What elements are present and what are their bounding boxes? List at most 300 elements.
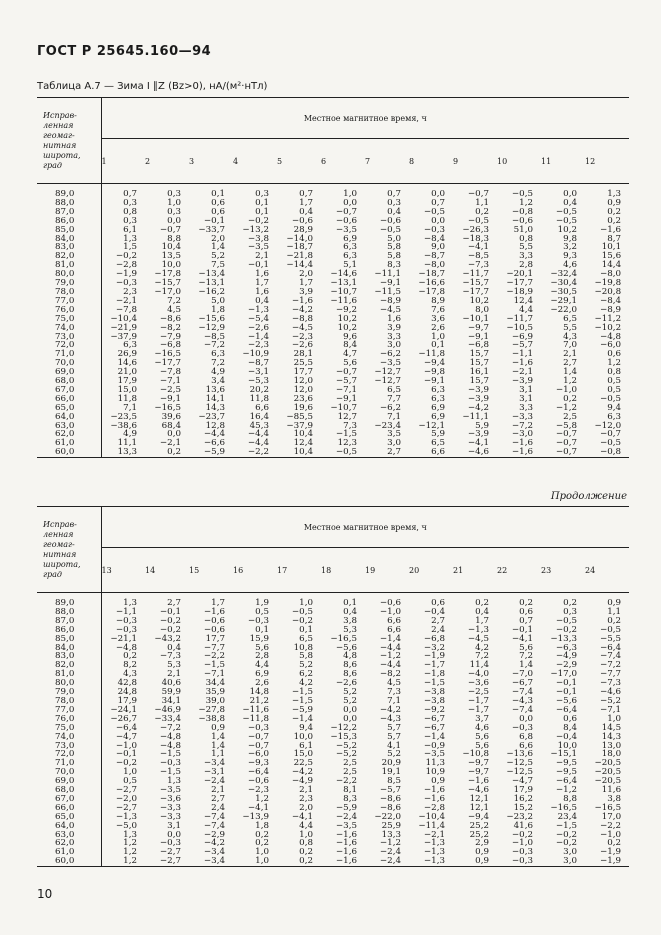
value-cell: −11,7 <box>462 269 489 280</box>
value-cell: −18,3 <box>462 233 489 244</box>
value-cell: 5,2 <box>299 660 313 671</box>
value-cell: 8,3 <box>387 260 401 271</box>
value-cell: 0,1 <box>299 624 313 635</box>
value-cell: −12,5 <box>506 758 533 769</box>
value-cell: 3,8 <box>607 793 622 804</box>
value-cell: −1,9 <box>115 269 137 280</box>
value-cell: −1,5 <box>159 767 181 778</box>
value-cell: 0,6 <box>607 349 622 360</box>
value-cell: 3,9 <box>387 322 401 333</box>
value-cell: 0,2 <box>519 598 533 608</box>
value-cell: −0,5 <box>335 447 357 458</box>
value-cell: −8,5 <box>203 331 225 342</box>
value-cell: 34,4 <box>205 678 225 689</box>
value-cell: 1,0 <box>431 331 445 342</box>
value-cell: 4,8 <box>343 651 357 662</box>
value-cell: 1,2 <box>255 793 269 804</box>
latitude-cell: 70,0 <box>37 768 101 777</box>
value-cell: −8,2 <box>379 669 401 680</box>
value-cell: 28,1 <box>293 349 313 360</box>
value-cell: 10,4 <box>293 429 313 440</box>
latitude-cell: 74,0 <box>37 324 101 333</box>
value-cell: −1,2 <box>379 838 401 849</box>
value-cell: −0,3 <box>423 224 445 235</box>
value-cell: −2,7 <box>159 856 181 867</box>
value-cell: 6,9 <box>255 669 269 680</box>
latitude-cell: 61,0 <box>37 848 101 857</box>
value-cell: −11,6 <box>330 295 357 306</box>
value-cell: −11,4 <box>418 820 445 831</box>
value-cell: −15,6 <box>198 313 225 324</box>
value-cell: 8,3 <box>343 793 357 804</box>
table-row <box>37 593 629 608</box>
value-cell: 13,3 <box>381 829 401 840</box>
value-cell: −3,3 <box>159 802 181 813</box>
latitude-cell: 77,0 <box>37 297 101 306</box>
value-cell: 8,6 <box>343 669 357 680</box>
value-cell: −1,1 <box>511 349 533 360</box>
value-cell: −3,9 <box>511 376 533 387</box>
value-cell: 3,8 <box>343 615 357 626</box>
latitude-cell: 89,0 <box>37 593 101 608</box>
value-cell: 8,0 <box>475 304 489 315</box>
value-cell: −5,0 <box>115 820 137 831</box>
value-cell: −4,7 <box>115 731 137 742</box>
value-cell: 8,1 <box>343 785 357 796</box>
value-cell: 6,3 <box>211 349 225 360</box>
value-cell: −33,4 <box>154 713 181 724</box>
latitude-cell: 75,0 <box>37 724 101 733</box>
value-cell: 6,2 <box>299 669 313 680</box>
value-cell: 3,5 <box>387 429 401 440</box>
value-cell: −2,5 <box>159 384 181 395</box>
value-cell: 0,6 <box>431 598 445 608</box>
value-cell: −0,7 <box>335 367 357 378</box>
value-cell: −17,7 <box>154 358 181 369</box>
value-cell: −0,6 <box>247 776 269 787</box>
value-cell: −6,2 <box>379 402 401 413</box>
value-cell: −3,5 <box>379 358 401 369</box>
value-cell: 0,7 <box>431 197 445 208</box>
value-cell: −1,5 <box>203 660 225 671</box>
value-cell: −7,3 <box>467 260 489 271</box>
value-cell: −2,4 <box>335 811 357 822</box>
value-cell: −6,7 <box>423 722 445 733</box>
value-cell: −12,1 <box>418 420 445 431</box>
value-cell: −12,7 <box>374 376 401 387</box>
value-cell: 17,7 <box>293 367 313 378</box>
hour-header: 19 <box>365 548 409 593</box>
value-cell: −4,2 <box>467 402 489 413</box>
value-cell: −2,2 <box>203 651 225 662</box>
value-cell: −2,2 <box>599 820 622 831</box>
value-cell: −2,3 <box>247 785 269 796</box>
value-cell: −11,8 <box>418 349 445 360</box>
value-cell: −4,2 <box>203 838 225 849</box>
value-cell: −13,1 <box>330 278 357 289</box>
value-cell: −0,6 <box>379 215 401 226</box>
value-cell: −0,1 <box>511 624 533 635</box>
value-cell: −8,4 <box>599 295 622 306</box>
value-cell: −4,1 <box>291 811 313 822</box>
value-cell: −7,3 <box>599 678 622 689</box>
value-cell: 10,0 <box>557 740 577 751</box>
value-cell: −0,1 <box>555 678 577 689</box>
value-cell: 7,1 <box>387 695 401 706</box>
value-cell: −10,5 <box>506 322 533 333</box>
value-cell: 4,9 <box>123 429 137 440</box>
value-cell: −0,3 <box>115 278 137 289</box>
value-cell: 1,7 <box>475 615 489 626</box>
value-cell: −21,1 <box>110 633 137 644</box>
latitude-cell: 84,0 <box>37 235 101 244</box>
value-cell: −13,2 <box>242 224 269 235</box>
value-cell: −27,8 <box>198 704 225 715</box>
value-cell: 0,1 <box>343 598 357 608</box>
value-cell: 0,2 <box>167 447 181 458</box>
value-cell: −0,2 <box>247 215 269 226</box>
value-cell: −0,6 <box>203 624 225 635</box>
value-cell: −0,7 <box>247 731 269 742</box>
value-cell: 0,0 <box>519 713 533 724</box>
value-cell: −10,9 <box>242 349 269 360</box>
value-cell: 8,8 <box>167 233 181 244</box>
value-cell: −2,0 <box>115 793 137 804</box>
value-cell: −1,4 <box>379 633 401 644</box>
value-cell: −0,3 <box>115 624 137 635</box>
value-cell: 4,1 <box>387 740 401 751</box>
value-cell: 15,6 <box>601 251 622 262</box>
data-table-2 <box>37 506 629 867</box>
value-cell: −6,4 <box>247 767 269 778</box>
value-cell: −38,8 <box>198 713 225 724</box>
value-cell: 5,1 <box>343 260 357 271</box>
value-cell: −7,4 <box>511 704 533 715</box>
lat-header-1: Исправ-ленная геомаг-нитная широта, град <box>37 98 101 184</box>
value-cell: 12,3 <box>337 438 357 449</box>
value-cell: 5,8 <box>299 651 313 662</box>
latitude-cell: 69,0 <box>37 777 101 786</box>
value-cell: 40,6 <box>161 678 181 689</box>
value-cell: 14,6 <box>117 358 137 369</box>
value-cell: 25,5 <box>293 358 313 369</box>
value-cell: 7,1 <box>123 402 137 413</box>
value-cell: 2,0 <box>211 233 225 244</box>
value-cell: 3,3 <box>519 402 533 413</box>
hour-header: 23 <box>541 548 585 593</box>
value-cell: 0,0 <box>343 713 357 724</box>
value-cell: −11,2 <box>594 313 622 324</box>
value-cell: −3,9 <box>467 384 489 395</box>
value-cell: 2,4 <box>431 624 445 635</box>
value-cell: 6,5 <box>387 384 401 395</box>
value-cell: 3,9 <box>299 286 313 297</box>
value-cell: 1,3 <box>167 776 181 787</box>
value-cell: −7,0 <box>511 669 533 680</box>
value-cell: 2,1 <box>299 785 313 796</box>
value-cell: 10,2 <box>337 322 357 333</box>
value-cell: −7,8 <box>115 304 137 315</box>
value-cell: 9,4 <box>299 722 313 733</box>
value-cell: 17,7 <box>205 633 225 644</box>
value-cell: −0,5 <box>599 438 622 449</box>
value-cell: 0,0 <box>343 704 357 715</box>
value-cell: −0,2 <box>115 251 137 262</box>
value-cell: 3,1 <box>167 820 181 831</box>
value-cell: 5,2 <box>387 749 401 760</box>
value-cell: 3,0 <box>387 438 401 449</box>
latitude-cell: 68,0 <box>37 786 101 795</box>
value-cell: −14,6 <box>330 269 357 280</box>
value-cell: −3,5 <box>335 224 357 235</box>
value-cell: −8,7 <box>247 358 269 369</box>
value-cell: 3,0 <box>387 340 401 351</box>
value-cell: −6,4 <box>599 642 622 653</box>
table-caption: Таблица А.7 — Зима I ∥Z (Bz>0), нА/(м²·нТл) <box>37 81 268 92</box>
latitude-cell: 79,0 <box>37 279 101 288</box>
value-cell: −7,2 <box>511 420 533 431</box>
value-cell: −9,8 <box>423 367 445 378</box>
latitude-cell: 60,0 <box>37 857 101 866</box>
hour-header: 16 <box>233 548 277 593</box>
value-cell: 7,5 <box>211 260 225 271</box>
value-cell: 5,6 <box>255 642 269 653</box>
latitude-cell: 81,0 <box>37 261 101 270</box>
value-cell: 8,7 <box>607 233 622 244</box>
value-cell: 9,8 <box>563 233 577 244</box>
value-cell: −1,0 <box>379 606 401 617</box>
value-cell: −0,2 <box>159 624 181 635</box>
value-cell: 1,0 <box>343 189 357 199</box>
hour-header: 12 <box>585 139 629 184</box>
value-cell: −4,8 <box>599 331 622 342</box>
value-cell: 1,2 <box>563 376 577 387</box>
value-cell: −3,6 <box>467 678 489 689</box>
value-cell: −1,7 <box>467 704 489 715</box>
value-cell: −4,6 <box>467 785 489 796</box>
value-cell: −10,8 <box>462 749 489 760</box>
value-cell: 4,6 <box>563 260 577 271</box>
hour-header: 14 <box>145 548 189 593</box>
value-cell: 19,1 <box>381 767 401 778</box>
value-cell: −1,5 <box>423 678 445 689</box>
value-cell: 0,3 <box>563 606 577 617</box>
value-cell: 2,1 <box>255 251 269 262</box>
value-cell: −5,3 <box>247 376 269 387</box>
value-cell: 19,6 <box>293 402 313 413</box>
value-cell: 5,3 <box>343 624 357 635</box>
latitude-cell: 71,0 <box>37 759 101 768</box>
value-cell: 0,0 <box>431 215 445 226</box>
value-cell: 51,0 <box>513 224 533 235</box>
value-cell: −6,8 <box>159 340 181 351</box>
value-cell: −7,9 <box>159 331 181 342</box>
value-cell: −1,3 <box>467 624 489 635</box>
value-cell: −6,0 <box>247 749 269 760</box>
value-cell: 0,7 <box>519 615 533 626</box>
value-cell: 12,7 <box>337 411 357 422</box>
value-cell: −10,7 <box>330 286 357 297</box>
value-cell: −1,6 <box>511 358 533 369</box>
value-cell: −8,5 <box>467 251 489 262</box>
value-cell: 15,9 <box>249 633 269 644</box>
value-cell: 10,2 <box>469 295 489 306</box>
value-cell: −4,7 <box>511 776 533 787</box>
latitude-cell: 63,0 <box>37 831 101 840</box>
value-cell: −17,7 <box>462 286 489 297</box>
value-cell: 3,2 <box>563 242 577 253</box>
value-cell: 8,2 <box>123 660 137 671</box>
value-cell: −9,2 <box>335 304 357 315</box>
value-cell: −6,6 <box>203 438 225 449</box>
value-cell: −5,2 <box>335 749 357 760</box>
value-cell: −38,6 <box>110 420 137 431</box>
value-cell: 12,0 <box>293 384 313 395</box>
value-cell: −0,7 <box>335 206 357 217</box>
value-cell: −1,6 <box>423 793 445 804</box>
value-cell: −2,5 <box>467 687 489 698</box>
value-cell: −4,6 <box>599 687 622 698</box>
value-cell: −4,4 <box>379 660 401 671</box>
latitude-cell: 69,0 <box>37 368 101 377</box>
value-cell: 1,0 <box>255 856 269 867</box>
value-cell: −0,6 <box>511 215 533 226</box>
value-cell: −0,7 <box>247 740 269 751</box>
value-cell: 4,6 <box>475 722 489 733</box>
value-cell: 5,8 <box>387 251 401 262</box>
value-cell: 3,4 <box>211 376 225 387</box>
latitude-cell: 60,0 <box>37 448 101 457</box>
value-cell: 1,3 <box>607 189 622 199</box>
value-cell: −7,7 <box>599 669 622 680</box>
value-cell: −0,1 <box>115 749 137 760</box>
value-cell: −10,2 <box>594 322 622 333</box>
value-cell: −2,1 <box>159 438 181 449</box>
value-cell: −14,4 <box>286 260 313 271</box>
value-cell: −4,1 <box>467 242 489 253</box>
value-cell: −1,6 <box>511 438 533 449</box>
value-cell: −2,6 <box>291 340 313 351</box>
value-cell: −2,7 <box>115 802 137 813</box>
latitude-cell: 85,0 <box>37 226 101 235</box>
value-cell: 12,1 <box>469 793 489 804</box>
value-cell: 6,9 <box>343 233 357 244</box>
value-cell: 0,9 <box>607 197 622 208</box>
value-cell: −3,2 <box>423 642 445 653</box>
value-cell: −3,4 <box>203 758 225 769</box>
value-cell: 1,1 <box>607 606 622 617</box>
value-cell: 13,5 <box>161 251 181 262</box>
value-cell: −8,2 <box>159 322 181 333</box>
value-cell: −0,3 <box>511 722 533 733</box>
value-cell: −0,3 <box>159 758 181 769</box>
value-cell: −12,7 <box>374 367 401 378</box>
value-cell: −1,2 <box>555 402 577 413</box>
value-cell: 5,8 <box>387 242 401 253</box>
value-cell: 0,9 <box>211 722 225 733</box>
value-cell: 12,8 <box>205 420 225 431</box>
value-cell: 4,4 <box>519 304 533 315</box>
latitude-cell: 89,0 <box>37 184 101 199</box>
value-cell: 2,7 <box>167 598 181 608</box>
value-cell: −0,7 <box>555 447 577 458</box>
value-cell: −0,2 <box>555 624 577 635</box>
page-number: 10 <box>37 887 53 901</box>
value-cell: 0,9 <box>431 776 445 787</box>
value-cell: −17,0 <box>154 286 181 297</box>
value-cell: −5,9 <box>291 704 313 715</box>
latitude-cell: 81,0 <box>37 670 101 679</box>
value-cell: −0,9 <box>423 740 445 751</box>
value-cell: −23,5 <box>110 411 137 422</box>
value-cell: −3,5 <box>247 242 269 253</box>
value-cell: −7,1 <box>599 704 622 715</box>
value-cell: 1,4 <box>563 367 577 378</box>
value-cell: −26,7 <box>110 713 137 724</box>
value-cell: −2,9 <box>203 829 225 840</box>
value-cell: 0,7 <box>299 189 313 199</box>
latitude-cell: 65,0 <box>37 813 101 822</box>
value-cell: −16,5 <box>550 802 577 813</box>
value-cell: −2,8 <box>115 260 137 271</box>
value-cell: 8,5 <box>387 776 401 787</box>
value-cell: −11,6 <box>242 704 269 715</box>
value-cell: 6,3 <box>607 411 622 422</box>
value-cell: 1,0 <box>299 829 313 840</box>
value-cell: −4,2 <box>291 767 313 778</box>
value-cell: 9,3 <box>563 251 577 262</box>
value-cell: −7,4 <box>203 811 225 822</box>
value-cell: 0,0 <box>167 215 181 226</box>
continuation-label: Продолжение <box>550 491 627 502</box>
value-cell: −43,2 <box>154 633 181 644</box>
value-cell: 3,1 <box>519 393 533 404</box>
value-cell: −3,4 <box>203 856 225 867</box>
value-cell: −4,4 <box>379 642 401 653</box>
value-cell: −4,1 <box>467 438 489 449</box>
value-cell: −7,4 <box>511 687 533 698</box>
value-cell: 0,3 <box>255 189 269 199</box>
value-cell: −3,9 <box>467 393 489 404</box>
value-cell: −3,4 <box>203 847 225 858</box>
value-cell: 5,0 <box>211 295 225 306</box>
value-cell: 6,1 <box>299 740 313 751</box>
value-cell: 1,4 <box>211 740 225 751</box>
latitude-cell: 67,0 <box>37 386 101 395</box>
value-cell: −3,5 <box>423 749 445 760</box>
value-cell: 0,7 <box>387 189 401 199</box>
value-cell: 8,4 <box>563 722 577 733</box>
value-cell: −13,9 <box>242 811 269 822</box>
value-cell: 15,7 <box>469 376 489 387</box>
value-cell: 6,6 <box>387 615 401 626</box>
latitude-cell: 88,0 <box>37 199 101 208</box>
value-cell: −20,5 <box>594 767 622 778</box>
value-cell: 6,3 <box>431 384 445 395</box>
value-cell: −8,9 <box>599 304 622 315</box>
value-cell: −8,0 <box>423 260 445 271</box>
value-cell: 1,2 <box>123 838 137 849</box>
value-cell: −4,4 <box>203 429 225 440</box>
hour-header: 21 <box>453 548 497 593</box>
value-cell: −5,8 <box>555 420 577 431</box>
value-cell: −16,2 <box>198 286 225 297</box>
value-cell: −4,2 <box>379 704 401 715</box>
value-cell: 22,5 <box>293 758 313 769</box>
value-cell: 7,3 <box>343 420 357 431</box>
value-cell: −2,1 <box>115 295 137 306</box>
value-cell: −0,7 <box>467 189 489 199</box>
